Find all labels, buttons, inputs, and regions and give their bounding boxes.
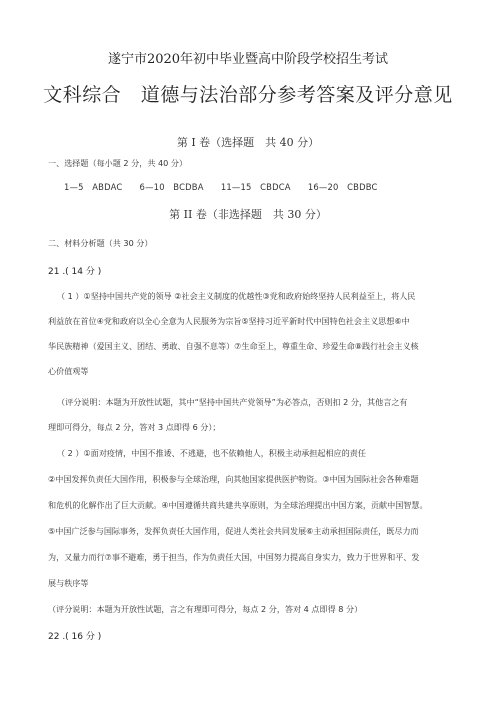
q21-a1-line: 心价值观等 — [48, 366, 89, 376]
document-title: 文科综合 道德与法治部分参考答案及评分意见 — [43, 84, 453, 106]
exam-title: 遂宁市2020年初中毕业暨高中阶段学校招生考试 — [107, 52, 389, 67]
q21-a2-line: 展与秩序等 — [48, 578, 89, 588]
q21-a1-line: 华民族精神（爱国主义、团结、勇敢、自强不息等）⑦生命至上，尊重生命、珍爱生命⑧践行社会主义核 — [48, 341, 419, 351]
q21-a2-line: 为，又量力而行⑦事不避难，勇于担当，作为负责任大国，中国努力提高自身实力，致力于世界和平、发 — [48, 552, 420, 562]
q21-title: 21 .( 14 分 ) — [48, 267, 102, 277]
q21-a1-line: （ 1 ）①坚持中国共产党的领导 ②社会主义制度的优越性③党和政府始终坚持人民利益至上，将人民 — [57, 291, 416, 301]
q21-note2: （评分说明：本题为开放性试题，言之有理即可得分，每点 2 分，答对 4 点即得 8 分） — [48, 604, 363, 614]
section2-label: 二、材料分析题（共 30 分） — [48, 238, 153, 248]
q21-note1-line: （评分说明：本题为开放性试题，其中“坚持中国共产党领导”为必答点，否则扣 2 分，其他言之有 — [57, 397, 408, 407]
q21-a2-line: （ 2 ）①面对疫情，中国不推诿、不逃避，也不依赖他人，积极主动承担起相应的责任 — [57, 448, 366, 458]
choice-answers: 1—5 ABDAC 6—10 BCDBA 11—15 CBDCA 16—20 CBDBC — [64, 182, 378, 192]
section1-label: 一、选择题（每小题 2 分，共 40 分） — [48, 158, 188, 168]
q21-a2-line: 和危机的化解作出了巨大贡献。④中国遵循共商共建共享原则，为全球治理提出中国方案，贡献中国智慧。 — [48, 500, 428, 510]
q22-title: 22 .( 16 分 ) — [48, 632, 102, 642]
q21-a2-line: ②中国发挥负责任大国作用，积极参与全球治理，向其他国家提供医护物资。③中国为国际社会各种难题 — [48, 474, 419, 484]
q21-note1-line: 理即可得分，每点 2 分，答对 3 点即得 6 分）； — [48, 422, 221, 432]
q21-a1-line: 利益放在首位④党和政府以全心全意为人民服务为宗旨⑤坚持习近平新时代中国特色社会主义思想⑥中 — [48, 316, 410, 326]
q21-a2-line: ⑤中国广泛参与国际事务，发挥负责任大国作用，促进人类社会共同发展⑥主动承担国际责任，既尽力而 — [48, 526, 419, 536]
part2-heading: 第 II 卷（非选择题 共 30 分） — [169, 208, 327, 221]
part1-heading: 第 I 卷（选择题 共 40 分） — [176, 136, 320, 149]
